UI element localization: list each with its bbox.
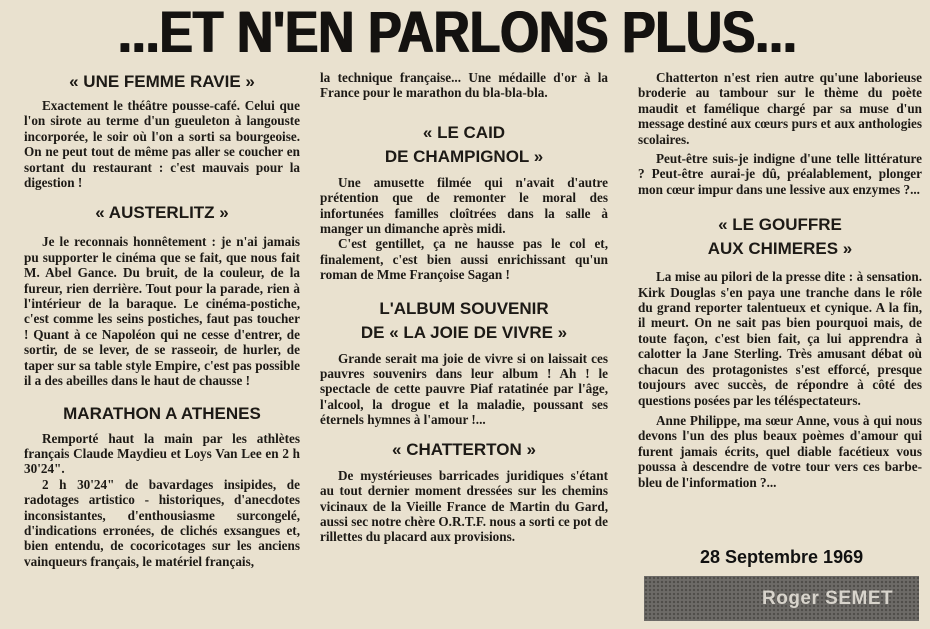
- section-body-une-femme-ravie: Exactement le théâtre pousse-café. Celui que l'on sirote au terme d'un gueuleton à langouste incorporée, le soir où l'on a sorti sa bourgeoise. On ne peut tout de même pas aller se coucher en sortant du restaurant : c'est mauvais pour la digestion !: [24, 98, 300, 191]
- section-body-marathon-1: Remporté haut la main par les athlètes français Claude Maydieu et Loys Van Lee en 2 h 30'24".: [24, 430, 300, 477]
- column-1: [24, 70, 300, 569]
- section-body-chatterton: De mystérieuses barricades juridiques s'étant au tout dernier moment dressées sur les chemins vicinaux de la Vieille France de Martin du Gard, aussi sec notre chère O.R.T.F. nous a sorti ce pot de rillettes du placard aux provisions.: [320, 467, 608, 545]
- section-title-gouffre-line-1: « LE GOUFFRE: [718, 215, 842, 235]
- section-title-gouffre-line-2: AUX CHIMERES »: [707, 239, 853, 259]
- section-body-album: Grande serait ma joie de vivre si on laissait ces pauvres souvenirs dans leur album ! Ah ! le spectacle de cette pauvre Piaf ratatinée par l'âge, l'alcool, la drogue et la maladie, poussant ses éternels hymnes à l'amour !...: [320, 350, 608, 428]
- section-body-gouffre-2: Anne Philippe, ma sœur Anne, vous à qui nous devons l'un des plus beaux poèmes d'amour qui furent jamais écrits, quel diable facétieux vous poussa à descendre de votre tour vers ces barbe-bleu de l'information ?...: [638, 412, 922, 490]
- continued-text-chatterton-1: Chatterton n'est rien autre qu'une laborieuse broderie au tambour sur le thème du poète maudit et famélique chargé par sa muse d'un message destiné aux cœurs purs et aux anthologies scolaires.: [638, 70, 922, 147]
- section-title-marathon: MARATHON A ATHENES: [63, 403, 261, 423]
- section-body-marathon-2: 2 h 30'24" de bavardages insipides, de radotages artistico - historiques, d'anecdotes inconsistantes, d'enthousiasme surcongelé, d'indications erronées, de clichés exsangues et, bien entendu, de cocoricotages sur les anciens vainqueurs français, le matériel français,: [24, 476, 300, 569]
- section-title-chatterton: « CHATTERTON »: [392, 439, 536, 459]
- section-title-une-femme-ravie: « UNE FEMME RAVIE »: [69, 72, 255, 91]
- section-body-gouffre-1: La mise au pilori de la presse dite : à sensation. Kirk Douglas s'en paya une tranche dans le rôle du grand reporter talentueux et cynique. A la fin, il meurt. On ne sait pas bien pourquoi mais, de toute façon, c'est bien fait, ça lui apprendra à calotter la Jane Sterling. Très amusant débat où chacun des protagonistes s'est efforcé, presque toujours avec succès, de répondre à côté des questions posées par les téléspectateurs.: [638, 269, 922, 408]
- section-body-austerlitz: Je le reconnais honnêtement : je n'ai jamais pu supporter le cinéma que se fait, que nous fait M. Abel Gance. Du bruit, de la couleur, de la fureur, rien derrière. Tout pour la parade, rien à l'intérieur de la baraque. Le cinéma-postiche, c'est comme les seins postiches, faut pas toucher ! Quant à ce Napoléon qui ne cesse d'entrer, de sortir, de se lever, de se rasseoir, de hurler, de taper sur sa table style Empire, c'est pas possible il a des abeilles dans le haut de chausse !: [24, 234, 300, 389]
- headline: ...ET N'EN PARLONS PLUS...: [118, 0, 797, 65]
- section-title-album-line-1: L'ALBUM SOUVENIR: [379, 298, 549, 318]
- continued-text-marathon: la technique française... Une médaille d'or à la France pour le marathon du bla-bla-bla.: [320, 70, 608, 101]
- column-3: [638, 70, 922, 490]
- continued-text-chatterton-2: Peut-être suis-je indigne d'une telle littérature ? Peut-être aurai-je dû, préalablement, plonger mon cœur impur dans une lessive aux enzymes ?...: [638, 151, 922, 197]
- section-title-austerlitz: « AUSTERLITZ »: [95, 203, 229, 223]
- section-title-le-caid-line-1: « LE CAID: [422, 122, 506, 142]
- author-byline: [644, 576, 919, 621]
- section-title-album-line-2: DE « LA JOIE DE VIVRE »: [360, 322, 568, 342]
- section-body-le-caid-2: C'est gentillet, ça ne hausse pas le col et, finalement, c'est bien aussi enrichissant qu'un roman de Mme Françoise Sagan !: [320, 236, 608, 283]
- date-annotation: 28 Septembre 1969: [700, 547, 864, 567]
- column-2: [320, 70, 608, 545]
- author-name: Roger SEMET: [762, 588, 894, 609]
- section-title-le-caid-line-2: DE CHAMPIGNOL »: [384, 146, 544, 166]
- section-body-le-caid-1: Une amusette filmée qui n'avait d'autre prétention que de remonter le moral des infortunées familles cloîtrées dans la salle à manger un dimanche après midi.: [320, 174, 608, 237]
